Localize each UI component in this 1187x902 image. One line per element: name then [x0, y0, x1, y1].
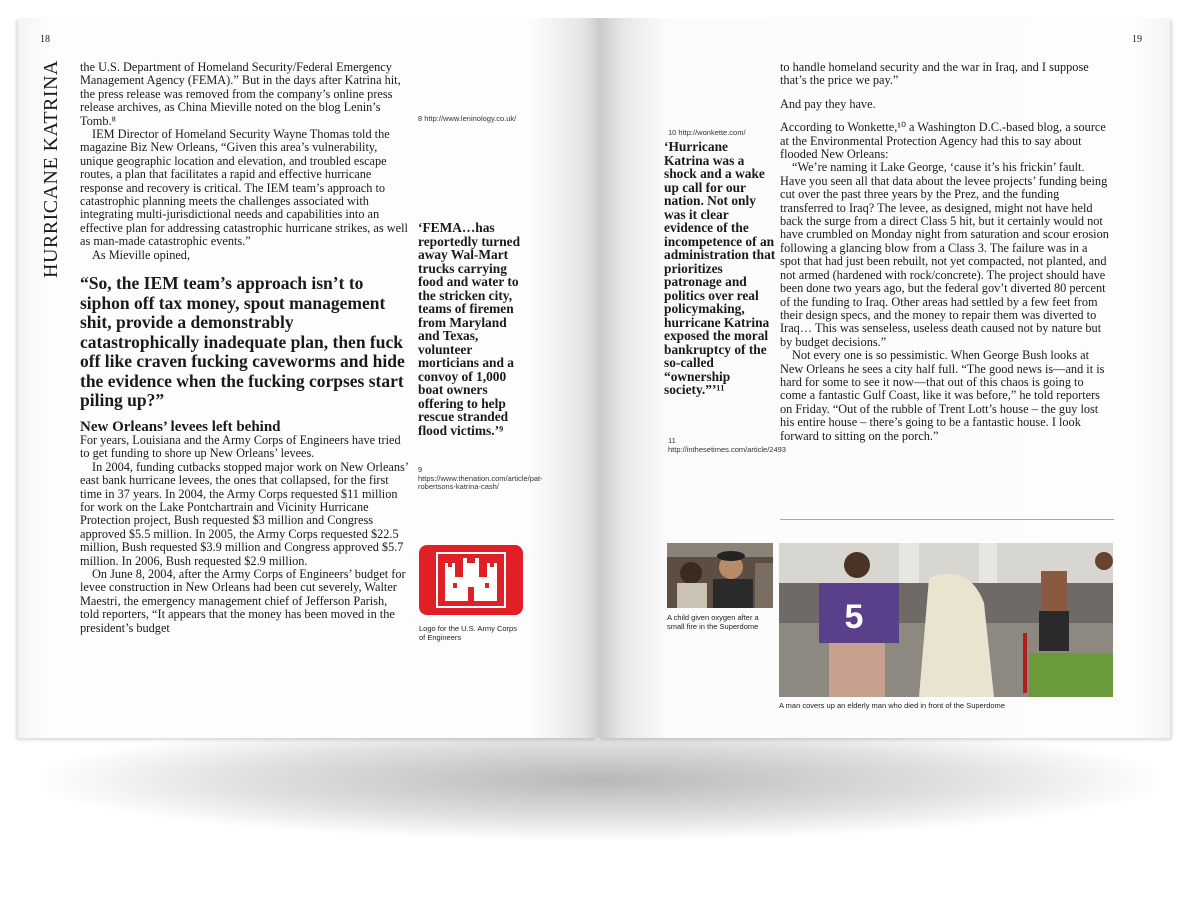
divider-rule: [780, 519, 1114, 520]
sidebar-quote-right: ‘Hurricane Katrina was a shock and a wake up call for our nation. Not only was it clear evidence of the incompetence of an administration that prioritizes patronage and politics over real policymaking, hurricane Katrina exposed the moral bankruptcy of the so-called “ownership society.”’¹¹: [664, 139, 776, 397]
body-paragraph: In 2004, funding cutbacks stopped major work on New Orleans’ east bank hurricane levees, the ones that collapsed, for the first time in 37 years. In 2004, the Army Corps requested $11 million for work on the Lake Pontchartrain and Vicinity Hurricane Protection project, Bush requested $3 million and Congress approved $5.5 million. In 2005, the Army Corps requested $22.5 million, Bush requested $3.9 million and Congress approved $5.7 million. In 2006, Bush requested $2.9 million.: [80, 459, 409, 568]
superdome-man-photo: [779, 543, 1113, 697]
body-paragraph: On June 8, 2004, after the Army Corps of Engineers’ budget for levee construction in New Orleans had been cut severely, Walter Maestri, the emergency management chief of Jefferson Parish, told reporters, “It appears that the money has been moved in the president’s budget: [80, 567, 406, 635]
superdome-child-photo: [667, 543, 773, 608]
footnote-9: 9 https://www.thenation.com/article/pat-robertsons-katrina-cash/: [418, 465, 543, 491]
body-paragraph: IEM Director of Homeland Security Wayne Thomas told the magazine Biz New Orleans, “Given this area’s vulnerability, unique geographic location and elevation, and troubled escape routes, a plan that facilitates a rapid and effective hurricane response and recovery is critical. The IEM team’s approach to catastrophic planning meets the challenges associated with integrating multi-jurisdictional needs and capabilities into an effective plan for addressing catastrophic hurricane strikes, as well as man-made catastrophic events.”: [80, 127, 408, 249]
body-paragraph: And pay they have.: [780, 96, 876, 111]
page-number-right: 19: [1132, 34, 1142, 45]
large-photo-caption: A man covers up an elderly man who died in front of the Superdome: [779, 701, 1005, 710]
sidebar-quote-left: ‘FEMA…has reportedly turned away Wal-Mart trucks carrying food and water to the stricken city, teams of firemen from Maryland and Texas, volunteer morticians and a convoy of 1,000 boat owners offering to help rescue stranded flood victims.’⁹: [418, 220, 521, 438]
logo-caption: Logo for the U.S. Army Corps of Engineers: [419, 624, 517, 642]
book-shadow: [40, 720, 1160, 840]
left-main-column: [80, 61, 408, 635]
left-page: [18, 18, 598, 738]
body-paragraph: For years, Louisiana and the Army Corps of Engineers have tried to get funding to shore up New Orleans’ levees.: [80, 433, 401, 461]
body-paragraph: to handle homeland security and the war in Iraq, and I suppose that’s the price we pay.”: [780, 60, 1089, 88]
body-paragraph: “We’re naming it Lake George, ‘cause it’s his frickin’ fault. Have you seen all that data about the levee projects’ funding being cut over the past three years by the Prez, and the funding transferred to Iraq? The levee, as designed, might not have held back the surge from a direct Class 5 hit, but it certainly would not have crumbled on Monday night from saturation and scour erosion following a glancing blow from a Class 3. The failure was in a spot that had just been rebuilt, not yet compacted, not planted, and not armed (hardened with rock/concrete). The project should have been done two years ago, but the federal gov’t diverted 80 percent of the funding to Iraq. Other areas had settled by a few feet from their design specs, and the money to repair them was diverted to Iraq… This was senseless, useless death caused not by nature but by budget decisions.”: [780, 160, 1109, 349]
body-paragraph: As Mieville opined,: [92, 247, 191, 262]
body-paragraph: Not every one is so pessimistic. When George Bush looks at New Orleans he sees a city half full. “The good news is—and it is hard for some to see it now—that out of this chaos is going to come a fantastic Gulf Coast, like it was before,” he told reporters on Friday. “Out of the rubble of Trent Lott’s house – the guy lost his entire house – there’s going to be a fantastic house. I look forward to sitting on the porch.”: [780, 348, 1105, 443]
small-photo-caption: A child given oxygen after a small fire in the Superdome: [667, 613, 759, 631]
pull-quote: “So, the IEM team’s approach isn’t to siphon off tax money, spout management shit, provide a demonstrably catastrophically inadequate plan, then fuck off like craven fucking caveworms and hide the evidence when the fucking corpses start piling up?”: [80, 273, 405, 411]
castle-icon: [419, 545, 523, 615]
army-corps-logo: [419, 545, 523, 615]
body-paragraph: the U.S. Department of Homeland Security/Federal Emergency Management Agency (FEMA).” But in the days after Katrina hit, the press release was removed from the company’s online press release archives, as China Mieville noted on the blog Lenin’s Tomb.⁸: [80, 60, 401, 128]
right-main-column: [780, 61, 1110, 443]
body-paragraph: According to Wonkette,¹⁰ a Washington D.C.-based blog, a source at the Environmental Protection Agency had this to say about flooded New Orleans:: [780, 120, 1106, 162]
footnote-11: 11 http://inthesetimes.com/article/2493: [668, 436, 786, 454]
svg-text:5: 5: [844, 598, 864, 636]
footnote-10: 10 http://wonkette.com/: [668, 128, 746, 137]
footnote-8: 8 http://www.leninology.co.uk/: [418, 114, 517, 123]
page-number-left: 18: [40, 34, 50, 45]
running-head: HURRICANE KATRINA: [40, 60, 62, 278]
section-subhead: New Orleans’ levees left behind: [80, 418, 281, 435]
right-page: [598, 18, 1170, 738]
